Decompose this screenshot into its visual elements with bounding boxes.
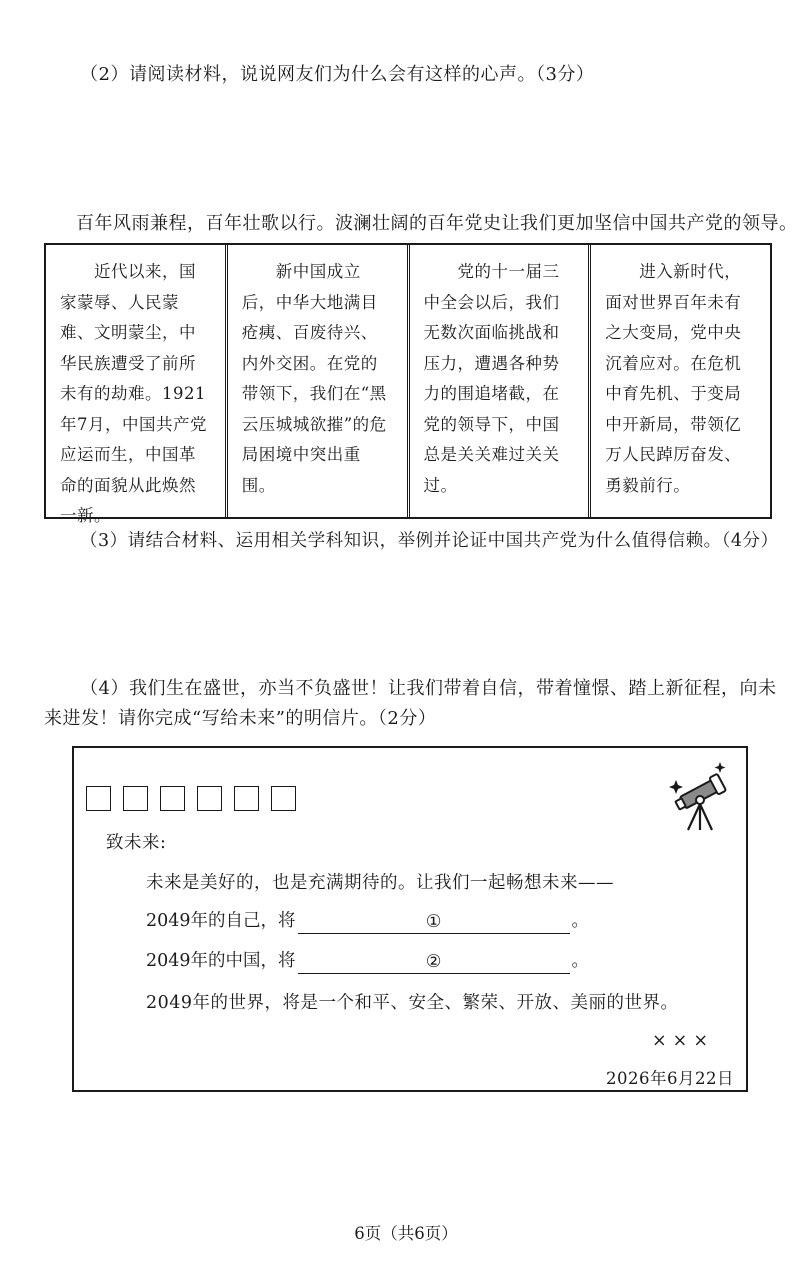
history-cell-2: 新中国成立后，中华大地满目疮痍、百废待兴、内外交困。在党的带领下，我们在“黑云压城城欲摧”的危局困境中突出重围。: [228, 245, 410, 517]
question-2: （2）请阅读材料，说说网友们为什么会有这样的心声。（3分）: [80, 64, 595, 85]
answer-blank-1[interactable]: [298, 911, 570, 934]
postcode-box[interactable]: [123, 786, 148, 811]
answer-blank-2[interactable]: [298, 951, 570, 974]
postcode-box[interactable]: [160, 786, 185, 811]
question-4-line-1: （4）我们生在盛世，亦当不负盛世！让我们带着自信，带着憧憬、踏上新征程，向未: [80, 678, 777, 699]
history-cell-4: 进入新时代，面对世界百年未有之大变局，党中央沉着应对。在危机中育先机、于变局中开新局，带领亿万人民踔厉奋发、勇毅前行。: [605, 262, 742, 495]
postcard: [72, 746, 748, 1092]
postcard-line-4: 2049年的世界，将是一个和平、安全、繁荣、开放、美丽的世界。: [146, 993, 679, 1013]
telescope-icon: [668, 758, 730, 834]
postcard-line-3-prefix: 2049年的中国，将: [146, 951, 296, 971]
postcode-box[interactable]: [86, 786, 111, 811]
postcard-line-2: [146, 908, 589, 934]
postcard-line-3: [146, 948, 589, 974]
postcard-date: 2026年6月22日: [606, 1069, 734, 1088]
page-number: 6页（共6页）: [354, 1224, 458, 1243]
postcode-box[interactable]: [271, 786, 296, 811]
question-3: （3）请结合材料、运用相关学科知识，举例并论证中国共产党为什么值得信赖。（4分）: [80, 531, 779, 551]
blank-marker-1: ①: [425, 912, 442, 932]
postcard-signature: ×××: [652, 1031, 714, 1051]
blank-marker-2: ②: [425, 952, 442, 972]
line-end-punct: 。: [571, 911, 590, 931]
history-cell-1: 近代以来，国家蒙辱、人民蒙难、文明蒙尘，中华民族遭受了前所未有的劫难。1921年7月，中国共产党应运而生，中国革命的面貌从此焕然一新。: [46, 245, 228, 517]
postcode-boxes: [86, 786, 296, 811]
line-end-punct: 。: [571, 951, 590, 971]
material-intro: 百年风雨兼程，百年壮歌以行。波澜壮阔的百年党史让我们更加坚信中国共产党的领导。: [76, 213, 798, 234]
question-4-line-2: 来进发！请你完成“写给未来”的明信片。（2分）: [44, 708, 437, 729]
postcode-box[interactable]: [197, 786, 222, 811]
history-cell-3: 党的十一届三中全会以后，我们无数次面临挑战和压力，遭遇各种势力的围追堵截，在党的领导下，中国总是关关难过关关过。: [410, 245, 592, 517]
postcode-box[interactable]: [234, 786, 259, 811]
postcard-line-2-prefix: 2049年的自己，将: [146, 911, 296, 931]
postcard-greeting: 致未来:: [106, 833, 167, 853]
history-table: [44, 243, 772, 525]
postcard-line-1: 未来是美好的，也是充满期待的。让我们一起畅想未来——: [146, 873, 614, 893]
